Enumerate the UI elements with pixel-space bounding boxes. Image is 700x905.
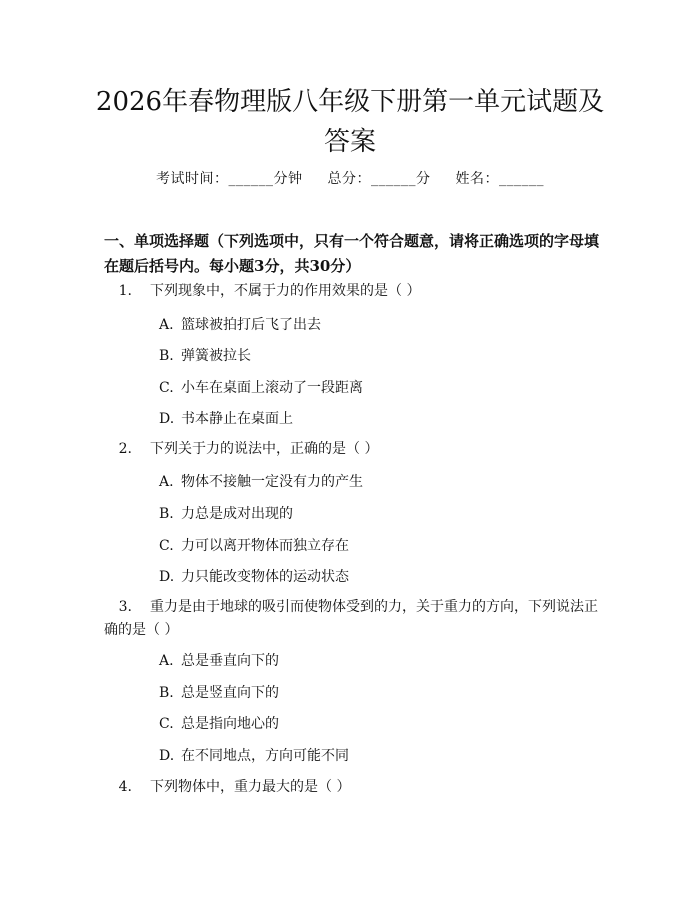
option-2a (159, 472, 579, 492)
option-letter: C. (159, 380, 174, 396)
option-letter: D. (159, 411, 175, 427)
section-heading: 一、单项选择题（下列选项中，只有一个符合题意，请将正确选项的字母填在题后括号内。每小题3分，共30分） (104, 232, 600, 275)
exam-time: 考试时间：______分钟 (156, 171, 303, 187)
option-1b (159, 346, 579, 366)
option-text: 总是竖直向下的 (181, 685, 279, 701)
question-2 (104, 438, 600, 461)
question-3 (104, 596, 600, 642)
option-letter: A. (159, 653, 174, 669)
option-3b (159, 683, 579, 703)
option-letter: A. (159, 474, 174, 490)
option-text: 力可以离开物体而独立存在 (181, 538, 349, 554)
document-title (60, 82, 640, 162)
option-text: 力只能改变物体的运动状态 (181, 569, 349, 585)
option-2b (159, 504, 579, 524)
option-3c (159, 714, 579, 734)
question-number: 3. (118, 599, 132, 615)
option-3a (159, 651, 579, 671)
option-letter: B. (159, 348, 174, 364)
option-letter: A. (159, 317, 174, 333)
option-text: 总是垂直向下的 (181, 653, 279, 669)
question-number: 2. (118, 441, 132, 457)
title-line-1: 2026年春物理版八年级下册第一单元试题及 (95, 87, 605, 117)
question-text: 重力是由于地球的吸引而使物体受到的力，关于重力的方向，下列说法正确的是（ ） (104, 599, 598, 638)
option-1c (159, 378, 579, 398)
option-text: 物体不接触一定没有力的产生 (181, 474, 363, 490)
question-text: 下列现象中，不属于力的作用效果的是（ ） (150, 283, 421, 299)
option-2c (159, 536, 579, 556)
question-text: 下列关于力的说法中，正确的是（ ） (150, 441, 379, 457)
option-text: 弹簧被拉长 (181, 348, 251, 364)
question-4 (104, 776, 600, 799)
exam-score: 总分：______分 (327, 171, 431, 187)
question-number: 4. (118, 779, 132, 795)
option-letter: B. (159, 685, 174, 701)
question-text: 下列物体中，重力最大的是（ ） (150, 779, 351, 795)
option-letter: C. (159, 716, 174, 732)
option-letter: B. (159, 506, 174, 522)
option-text: 总是指向地心的 (181, 716, 279, 732)
option-2d (159, 567, 579, 587)
option-text: 书本静止在桌面上 (181, 411, 293, 427)
option-text: 力总是成对出现的 (181, 506, 293, 522)
option-text: 小车在桌面上滚动了一段距离 (181, 380, 363, 396)
option-letter: C. (159, 538, 174, 554)
exam-name: 姓名：______ (455, 171, 544, 187)
question-1 (104, 280, 600, 303)
option-3d (159, 746, 579, 766)
option-text: 在不同地点，方向可能不同 (181, 748, 349, 764)
question-number: 1. (118, 283, 132, 299)
option-text: 篮球被拍打后飞了出去 (181, 317, 321, 333)
option-letter: D. (159, 748, 175, 764)
title-line-2: 答案 (323, 127, 376, 157)
option-1d (159, 409, 579, 429)
option-1a (159, 315, 579, 335)
exam-meta (0, 168, 700, 188)
option-letter: D. (159, 569, 175, 585)
